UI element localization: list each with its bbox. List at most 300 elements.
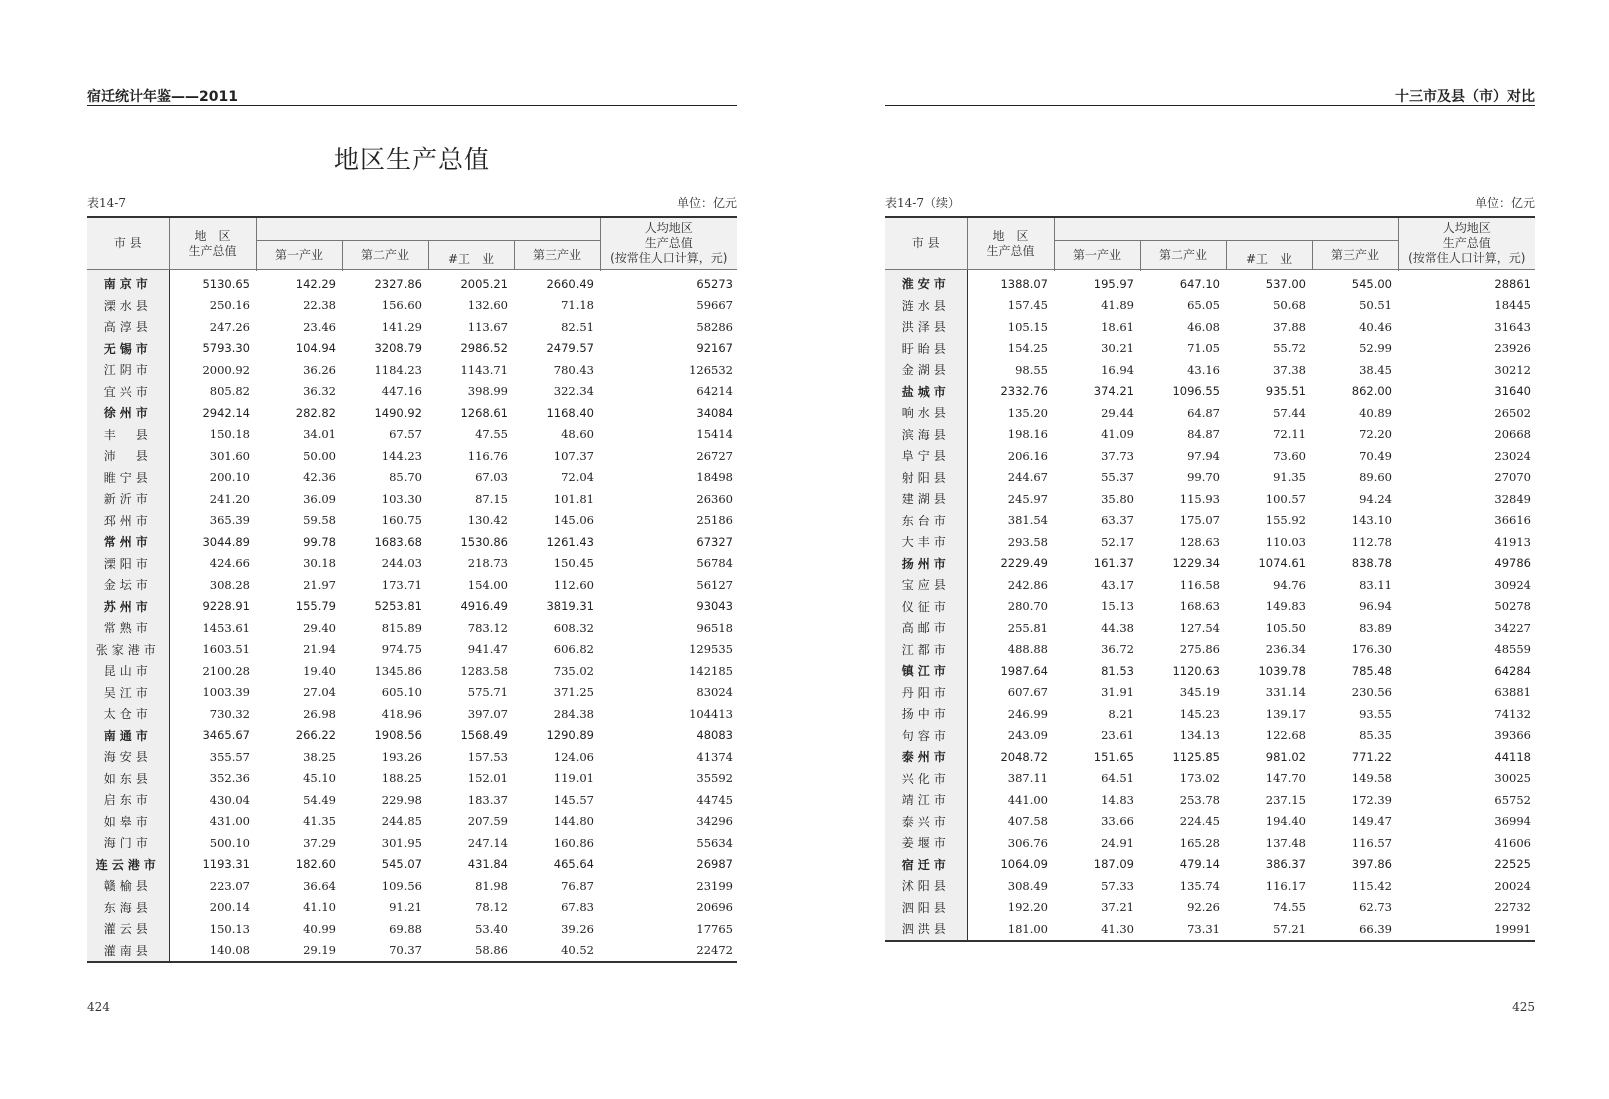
header-industry: #工 业 <box>1226 241 1312 270</box>
cell-gdp: 308.49 <box>1007 878 1048 893</box>
right-page <box>885 0 1535 1099</box>
cell-tertiary: 172.39 <box>1351 792 1392 807</box>
region-name: 丰 县 <box>87 424 169 446</box>
cell-gdp: 105.15 <box>1007 319 1048 334</box>
region-name: 苏州市 <box>87 596 169 618</box>
cell-tertiary: 66.39 <box>1359 921 1392 936</box>
cell-gdp: 206.16 <box>1007 448 1048 463</box>
region-name: 宜兴市 <box>87 381 169 403</box>
cell-per-capita: 41913 <box>1494 534 1531 549</box>
cell-per-capita: 35592 <box>696 771 733 786</box>
region-name: 姜堰市 <box>885 832 967 854</box>
cell-primary: 8.21 <box>1108 706 1134 721</box>
cell-primary: 54.49 <box>303 792 336 807</box>
table-row <box>87 682 737 704</box>
cell-gdp: 387.11 <box>1007 771 1048 786</box>
cell-tertiary: 93.55 <box>1359 706 1392 721</box>
cell-industry: 116.17 <box>1265 878 1306 893</box>
cell-gdp: 3465.67 <box>202 728 250 743</box>
table-row <box>87 270 737 295</box>
cell-industry: 87.15 <box>475 491 508 506</box>
cell-secondary: 43.16 <box>1187 362 1220 377</box>
cell-gdp: 2048.72 <box>1000 749 1048 764</box>
table-row <box>885 316 1535 338</box>
cell-per-capita: 65752 <box>1494 792 1531 807</box>
cell-gdp: 181.00 <box>1007 921 1048 936</box>
cell-secondary: 1345.86 <box>374 663 422 678</box>
cell-per-capita: 96518 <box>696 620 733 635</box>
table-row <box>885 617 1535 639</box>
cell-per-capita: 142185 <box>689 663 733 678</box>
region-name: 徐州市 <box>87 402 169 424</box>
cell-tertiary: 144.80 <box>553 814 594 829</box>
table-row <box>885 789 1535 811</box>
table-row <box>87 402 737 424</box>
cell-tertiary: 143.10 <box>1351 513 1392 528</box>
cell-secondary: 1096.55 <box>1172 384 1220 399</box>
cell-tertiary: 50.51 <box>1359 298 1392 313</box>
table-row <box>87 854 737 876</box>
cell-industry: 783.12 <box>467 620 508 635</box>
cell-per-capita: 27070 <box>1494 470 1531 485</box>
region-name: 无锡市 <box>87 338 169 360</box>
table-row <box>885 725 1535 747</box>
cell-per-capita: 83024 <box>696 685 733 700</box>
cell-tertiary: 160.86 <box>553 835 594 850</box>
cell-tertiary: 545.00 <box>1351 276 1392 291</box>
region-name: 昆山市 <box>87 660 169 682</box>
cell-primary: 14.83 <box>1101 792 1134 807</box>
left-page <box>87 0 737 1099</box>
cell-primary: 41.10 <box>303 900 336 915</box>
cell-industry: 149.83 <box>1265 599 1306 614</box>
cell-industry: 397.07 <box>467 706 508 721</box>
cell-tertiary: 94.24 <box>1359 491 1392 506</box>
unit-label: 单位：亿元 <box>1474 196 1535 210</box>
cell-industry: 132.60 <box>467 298 508 313</box>
region-name: 泗洪县 <box>885 918 967 941</box>
cell-per-capita: 93043 <box>696 599 733 614</box>
cell-primary: 30.21 <box>1101 341 1134 356</box>
region-name: 新沂市 <box>87 488 169 510</box>
cell-tertiary: 145.06 <box>553 513 594 528</box>
region-name: 扬中市 <box>885 703 967 725</box>
table-row <box>885 768 1535 790</box>
cell-per-capita: 126532 <box>689 362 733 377</box>
region-name: 赣榆县 <box>87 875 169 897</box>
cell-tertiary: 96.94 <box>1359 599 1392 614</box>
cell-gdp: 255.81 <box>1007 620 1048 635</box>
cell-industry: 81.98 <box>475 878 508 893</box>
gdp-table <box>885 216 1535 942</box>
cell-industry: 2986.52 <box>460 341 508 356</box>
cell-per-capita: 64284 <box>1494 663 1531 678</box>
cell-gdp: 308.28 <box>209 577 250 592</box>
cell-industry: 78.12 <box>475 900 508 915</box>
cell-primary: 41.35 <box>303 814 336 829</box>
region-name: 灌云县 <box>87 918 169 940</box>
cell-tertiary: 1261.43 <box>546 534 594 549</box>
cell-tertiary: 76.87 <box>561 878 594 893</box>
cell-per-capita: 55634 <box>696 835 733 850</box>
cell-industry: 130.42 <box>467 513 508 528</box>
cell-per-capita: 30924 <box>1494 577 1531 592</box>
header-rule <box>87 105 737 106</box>
table-row <box>87 488 737 510</box>
cell-industry: 105.50 <box>1265 620 1306 635</box>
region-name: 泰州市 <box>885 746 967 768</box>
cell-industry: 157.53 <box>467 749 508 764</box>
cell-tertiary: 785.48 <box>1351 663 1392 678</box>
cell-per-capita: 34227 <box>1494 620 1531 635</box>
table-row <box>87 703 737 725</box>
cell-tertiary: 735.02 <box>553 663 594 678</box>
table-row <box>87 381 737 403</box>
cell-primary: 18.61 <box>1101 319 1134 334</box>
region-name: 连云港市 <box>87 854 169 876</box>
cell-per-capita: 32849 <box>1494 491 1531 506</box>
table-row <box>885 854 1535 876</box>
table-row <box>87 918 737 940</box>
cell-secondary: 1184.23 <box>374 362 422 377</box>
cell-tertiary: 85.35 <box>1359 728 1392 743</box>
cell-gdp: 805.82 <box>209 384 250 399</box>
cell-tertiary: 89.60 <box>1359 470 1392 485</box>
cell-tertiary: 606.82 <box>553 642 594 657</box>
table-row <box>87 875 737 897</box>
cell-secondary: 116.58 <box>1179 577 1220 592</box>
cell-primary: 36.32 <box>303 384 336 399</box>
cell-industry: 53.40 <box>475 921 508 936</box>
cell-primary: 151.65 <box>1093 749 1134 764</box>
cell-tertiary: 771.22 <box>1351 749 1392 764</box>
cell-tertiary: 322.34 <box>553 384 594 399</box>
cell-secondary: 160.75 <box>381 513 422 528</box>
cell-industry: 1568.49 <box>460 728 508 743</box>
cell-tertiary: 145.57 <box>553 792 594 807</box>
header-gdp: 地 区 生产总值 <box>169 217 256 270</box>
cell-secondary: 97.94 <box>1187 448 1220 463</box>
region-name: 江都市 <box>885 639 967 661</box>
cell-per-capita: 48083 <box>696 728 733 743</box>
cell-per-capita: 129535 <box>689 642 733 657</box>
cell-industry: 74.55 <box>1273 900 1306 915</box>
cell-tertiary: 2660.49 <box>546 276 594 291</box>
cell-secondary: 141.29 <box>381 319 422 334</box>
cell-secondary: 65.05 <box>1187 298 1220 313</box>
cell-primary: 23.46 <box>303 319 336 334</box>
cell-secondary: 193.26 <box>381 749 422 764</box>
cell-secondary: 275.86 <box>1179 642 1220 657</box>
table-row <box>87 338 737 360</box>
cell-primary: 282.82 <box>295 405 336 420</box>
cell-gdp: 1603.51 <box>202 642 250 657</box>
cell-secondary: 67.57 <box>389 427 422 442</box>
cell-industry: 218.73 <box>467 556 508 571</box>
region-name: 宿迁市 <box>885 854 967 876</box>
header-tertiary: 第三产业 <box>1312 241 1398 270</box>
cell-primary: 44.38 <box>1101 620 1134 635</box>
table-row <box>87 316 737 338</box>
cell-industry: 147.70 <box>1265 771 1306 786</box>
table-row <box>87 832 737 854</box>
cell-industry: 91.35 <box>1273 470 1306 485</box>
table-row <box>885 402 1535 424</box>
cell-secondary: 418.96 <box>381 706 422 721</box>
cell-gdp: 306.76 <box>1007 835 1048 850</box>
cell-per-capita: 65273 <box>696 276 733 291</box>
cell-industry: 113.67 <box>467 319 508 334</box>
cell-gdp: 280.70 <box>1007 599 1048 614</box>
cell-secondary: 3208.79 <box>374 341 422 356</box>
region-name: 射阳县 <box>885 467 967 489</box>
cell-primary: 29.40 <box>303 620 336 635</box>
cell-industry: 50.68 <box>1273 298 1306 313</box>
cell-primary: 41.89 <box>1101 298 1134 313</box>
table-row <box>87 768 737 790</box>
cell-gdp: 242.86 <box>1007 577 1048 592</box>
region-name: 建湖县 <box>885 488 967 510</box>
cell-per-capita: 28861 <box>1494 276 1531 291</box>
region-name: 如皋市 <box>87 811 169 833</box>
table-row <box>87 617 737 639</box>
cell-industry: 137.48 <box>1265 835 1306 850</box>
cell-per-capita: 26360 <box>696 491 733 506</box>
cell-primary: 24.91 <box>1101 835 1134 850</box>
cell-primary: 59.58 <box>303 513 336 528</box>
cell-gdp: 407.58 <box>1007 814 1048 829</box>
table-row <box>885 510 1535 532</box>
table-row <box>885 875 1535 897</box>
cell-secondary: 127.54 <box>1179 620 1220 635</box>
cell-primary: 36.72 <box>1101 642 1134 657</box>
cell-per-capita: 41374 <box>696 749 733 764</box>
page-number: 425 <box>1512 1000 1535 1014</box>
cell-per-capita: 92167 <box>696 341 733 356</box>
cell-per-capita: 18445 <box>1494 298 1531 313</box>
cell-industry: 1143.71 <box>460 362 508 377</box>
cell-per-capita: 25186 <box>696 513 733 528</box>
table-row <box>87 359 737 381</box>
table-row <box>885 703 1535 725</box>
cell-gdp: 381.54 <box>1007 513 1048 528</box>
region-name: 大丰市 <box>885 531 967 553</box>
cell-primary: 50.00 <box>303 448 336 463</box>
cell-per-capita: 22732 <box>1494 900 1531 915</box>
cell-tertiary: 71.18 <box>561 298 594 313</box>
region-name: 高淳县 <box>87 316 169 338</box>
running-head <box>87 86 737 106</box>
region-name: 金湖县 <box>885 359 967 381</box>
cell-tertiary: 40.46 <box>1359 319 1392 334</box>
cell-primary: 29.44 <box>1101 405 1134 420</box>
cell-primary: 37.29 <box>303 835 336 850</box>
table-row <box>885 424 1535 446</box>
cell-tertiary: 83.11 <box>1359 577 1392 592</box>
region-name: 灌南县 <box>87 940 169 963</box>
cell-per-capita: 15414 <box>696 427 733 442</box>
cell-secondary: 447.16 <box>381 384 422 399</box>
cell-secondary: 128.63 <box>1179 534 1220 549</box>
cell-per-capita: 22472 <box>696 943 733 958</box>
table-row <box>885 596 1535 618</box>
cell-industry: 1283.58 <box>460 663 508 678</box>
region-name: 镇江市 <box>885 660 967 682</box>
running-head-title: 宿迁统计年鉴——2011 <box>87 89 238 105</box>
cell-industry: 139.17 <box>1265 706 1306 721</box>
cell-tertiary: 48.60 <box>561 427 594 442</box>
cell-gdp: 730.32 <box>209 706 250 721</box>
cell-primary: 33.66 <box>1101 814 1134 829</box>
cell-gdp: 1388.07 <box>1000 276 1048 291</box>
cell-primary: 52.17 <box>1101 534 1134 549</box>
cell-secondary: 224.45 <box>1179 814 1220 829</box>
cell-secondary: 73.31 <box>1187 921 1220 936</box>
cell-secondary: 46.08 <box>1187 319 1220 334</box>
table-row <box>87 295 737 317</box>
cell-per-capita: 36616 <box>1494 513 1531 528</box>
cell-gdp: 441.00 <box>1007 792 1048 807</box>
cell-secondary: 1120.63 <box>1172 663 1220 678</box>
cell-industry: 67.03 <box>475 470 508 485</box>
cell-tertiary: 83.89 <box>1359 620 1392 635</box>
region-name: 如东县 <box>87 768 169 790</box>
cell-gdp: 150.18 <box>209 427 250 442</box>
cell-tertiary: 176.30 <box>1351 642 1392 657</box>
cell-industry: 73.60 <box>1273 448 1306 463</box>
cell-secondary: 99.70 <box>1187 470 1220 485</box>
table-row <box>885 897 1535 919</box>
table-body <box>87 270 737 963</box>
cell-tertiary: 40.89 <box>1359 405 1392 420</box>
cell-gdp: 223.07 <box>209 878 250 893</box>
cell-primary: 31.91 <box>1101 685 1134 700</box>
cell-per-capita: 34084 <box>696 405 733 420</box>
region-name: 常州市 <box>87 531 169 553</box>
cell-per-capita: 20668 <box>1494 427 1531 442</box>
cell-primary: 182.60 <box>295 857 336 872</box>
cell-secondary: 1490.92 <box>374 405 422 420</box>
table-row <box>885 832 1535 854</box>
cell-tertiary: 124.06 <box>553 749 594 764</box>
region-name: 高邮市 <box>885 617 967 639</box>
cell-industry: 155.92 <box>1265 513 1306 528</box>
cell-primary: 42.36 <box>303 470 336 485</box>
cell-industry: 57.44 <box>1273 405 1306 420</box>
cell-tertiary: 465.64 <box>553 857 594 872</box>
cell-gdp: 2942.14 <box>202 405 250 420</box>
region-name: 金坛市 <box>87 574 169 596</box>
cell-gdp: 241.20 <box>209 491 250 506</box>
cell-industry: 4916.49 <box>460 599 508 614</box>
cell-industry: 37.38 <box>1273 362 1306 377</box>
region-name: 泗阳县 <box>885 897 967 919</box>
cell-industry: 575.71 <box>467 685 508 700</box>
cell-gdp: 154.25 <box>1007 341 1048 356</box>
cell-tertiary: 1168.40 <box>546 405 594 420</box>
cell-gdp: 244.67 <box>1007 470 1048 485</box>
cell-primary: 104.94 <box>295 341 336 356</box>
table-row <box>87 596 737 618</box>
cell-primary: 187.09 <box>1093 857 1134 872</box>
cell-per-capita: 23024 <box>1494 448 1531 463</box>
cell-secondary: 605.10 <box>381 685 422 700</box>
cell-primary: 16.94 <box>1101 362 1134 377</box>
region-name: 睢宁县 <box>87 467 169 489</box>
region-name: 响水县 <box>885 402 967 424</box>
cell-tertiary: 72.20 <box>1359 427 1392 442</box>
cell-per-capita: 18498 <box>696 470 733 485</box>
table-id: 表14-7 <box>87 196 126 210</box>
cell-industry: 207.59 <box>467 814 508 829</box>
cell-primary: 37.21 <box>1101 900 1134 915</box>
region-name: 南通市 <box>87 725 169 747</box>
cell-primary: 29.19 <box>303 943 336 958</box>
cell-tertiary: 397.86 <box>1351 857 1392 872</box>
cell-secondary: 92.26 <box>1187 900 1220 915</box>
header-secondary: 第二产业 <box>342 241 428 270</box>
table-row <box>87 725 737 747</box>
table-row <box>87 574 737 596</box>
cell-gdp: 250.16 <box>209 298 250 313</box>
cell-tertiary: 82.51 <box>561 319 594 334</box>
cell-primary: 22.38 <box>303 298 336 313</box>
cell-secondary: 974.75 <box>381 642 422 657</box>
cell-per-capita: 20696 <box>696 900 733 915</box>
cell-tertiary: 3819.31 <box>546 599 594 614</box>
region-name: 东台市 <box>885 510 967 532</box>
table-row <box>87 467 737 489</box>
table-row <box>885 445 1535 467</box>
cell-gdp: 355.57 <box>209 749 250 764</box>
cell-per-capita: 44745 <box>696 792 733 807</box>
cell-per-capita: 59667 <box>696 298 733 313</box>
region-name: 溧阳市 <box>87 553 169 575</box>
cell-gdp: 135.20 <box>1007 405 1048 420</box>
cell-tertiary: 62.73 <box>1359 900 1392 915</box>
region-name: 吴江市 <box>87 682 169 704</box>
cell-industry: 247.14 <box>467 835 508 850</box>
cell-secondary: 188.25 <box>381 771 422 786</box>
cell-primary: 45.10 <box>303 771 336 786</box>
cell-tertiary: 112.60 <box>553 577 594 592</box>
cell-per-capita: 19991 <box>1494 921 1531 936</box>
table-row <box>885 918 1535 941</box>
cell-gdp: 2000.92 <box>202 362 250 377</box>
cell-per-capita: 56784 <box>696 556 733 571</box>
table-row <box>87 445 737 467</box>
cell-primary: 99.78 <box>303 534 336 549</box>
cell-secondary: 1683.68 <box>374 534 422 549</box>
cell-primary: 57.33 <box>1101 878 1134 893</box>
cell-gdp: 9228.91 <box>202 599 250 614</box>
cell-secondary: 109.56 <box>381 878 422 893</box>
cell-industry: 537.00 <box>1265 276 1306 291</box>
cell-per-capita: 63881 <box>1494 685 1531 700</box>
cell-tertiary: 70.49 <box>1359 448 1392 463</box>
cell-tertiary: 72.04 <box>561 470 594 485</box>
region-name: 张家港市 <box>87 639 169 661</box>
cell-secondary: 244.03 <box>381 556 422 571</box>
cell-primary: 266.22 <box>295 728 336 743</box>
cell-industry: 122.68 <box>1265 728 1306 743</box>
header-gap <box>256 217 600 241</box>
region-name: 丹阳市 <box>885 682 967 704</box>
cell-industry: 1268.61 <box>460 405 508 420</box>
cell-gdp: 192.20 <box>1007 900 1048 915</box>
cell-gdp: 200.14 <box>209 900 250 915</box>
cell-secondary: 70.37 <box>389 943 422 958</box>
